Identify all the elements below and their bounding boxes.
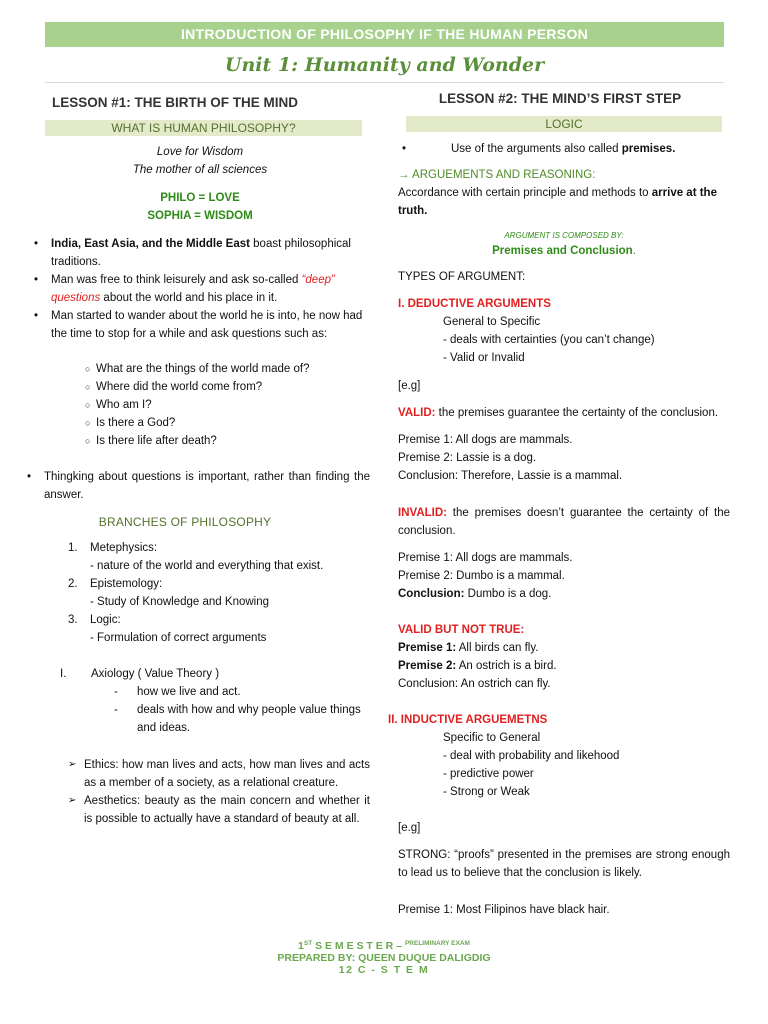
question-item: ○ Who am I? (85, 396, 370, 414)
question-item: ○ Is there life after death? (85, 432, 370, 450)
axiology-point (114, 701, 370, 737)
semester-number: 1 (298, 940, 304, 952)
bullet-traditions (30, 235, 370, 271)
lesson1-section-band: WHAT IS HUMAN PHILOSOPHY? (45, 120, 362, 136)
footer (0, 940, 768, 976)
inductive-point: Specific to General (443, 732, 541, 744)
axiology-number: I. (60, 668, 67, 680)
branch-number: 1. (68, 542, 78, 554)
deductive-point: - deals with certainties (you can’t change) (443, 334, 655, 346)
divider (45, 82, 724, 83)
right-column (388, 88, 730, 919)
branch-number: 3. (68, 614, 78, 626)
axiology-title: Axiology ( Value Theory ) (91, 668, 220, 680)
premise-text: An ostrich is a bird. (456, 660, 557, 672)
premises-conclusion (398, 242, 730, 260)
philo-equation: PHILO = LOVE (160, 192, 240, 204)
semester-word: S E M E S T E R – (312, 940, 405, 952)
arguments-desc (398, 184, 730, 220)
deep-q-red: “deep” questions (51, 274, 335, 304)
branch-name: Logic: (90, 614, 121, 626)
prepared-by: PREPARED BY: QUEEN DUQUE DALIGDIG (277, 952, 491, 964)
branch-desc: - nature of the world and everything that exist. (90, 560, 324, 572)
invalid-conclusion (398, 585, 730, 603)
premises-pre: Use of the arguments also called (451, 143, 622, 155)
question-item: ○ Is there a God? (85, 414, 370, 432)
branch-item (68, 539, 370, 575)
valid-definition (398, 404, 730, 422)
question-list (30, 360, 370, 450)
conclusion-text: Dumbo is a dog. (464, 588, 552, 600)
deductive-point: General to Specific (443, 316, 541, 328)
vnt-premise (398, 657, 730, 675)
invalid-premise: Premise 1: All dogs are mammals. (398, 552, 573, 564)
invalid-definition (398, 504, 730, 540)
ethics-item: ➢ Ethics: how man lives and acts, how man lives and acts as a member of a society, as a relational creature. (68, 756, 370, 792)
premise-text: All birds can fly. (456, 642, 539, 654)
inductive-point: - predictive power (443, 768, 534, 780)
example-label: [e.g] (398, 380, 421, 392)
branch-desc: - Formulation of correct arguments (90, 632, 267, 644)
deductive-heading: I. DEDUCTIVE ARGUMENTS (398, 298, 551, 310)
premises-conclusion-text: Premises and Conclusion (492, 245, 633, 257)
semester-line (0, 940, 768, 952)
inductive-points (398, 729, 730, 801)
valid-premise: Premise 1: All dogs are mammals. (398, 434, 573, 446)
axiology-point-text: deals with how and why people value things and ideas. (137, 704, 361, 734)
branch-name: Epistemology: (90, 578, 163, 590)
branch-desc: - Study of Knowledge and Knowing (90, 596, 270, 608)
dash-mark: - (114, 704, 118, 716)
premise-label: Premise 1: (398, 642, 457, 654)
traditions-text: boast philosophical traditions. (51, 238, 351, 268)
document-banner: INTRODUCTION OF PHILOSOPHY IF THE HUMAN PERSON (45, 22, 724, 47)
definition-1: Love for Wisdom (156, 146, 244, 158)
bullet-deep-questions (30, 271, 370, 307)
exam-label: PRELIMINARY EXAM (404, 940, 470, 947)
bullet-thinking: • Thingking about questions is important, rather than finding the answer. (23, 468, 370, 504)
invalid-desc: the premises doesn’t guarantee the certainty of the conclusion. (398, 507, 730, 537)
inductive-point: - Strong or Weak (443, 786, 530, 798)
valid-premise: Premise 2: Lassie is a dog. (398, 452, 537, 464)
arg-desc-pre: Accordance with certain principle and methods to (398, 187, 652, 199)
axiology-point (114, 683, 370, 701)
premises-bold: premises. (621, 143, 676, 155)
strong-definition: STRONG: “proofs” presented in the premises are strong enough to lead us to believe that the conclusion is likely. (398, 849, 730, 879)
question-item: ○ What are the things of the world made of? (85, 360, 370, 378)
branch-number: 2. (68, 578, 78, 590)
vnt-premise (398, 639, 730, 657)
types-heading: TYPES OF ARGUMENT: (398, 271, 526, 283)
deductive-point: - Valid or Invalid (443, 352, 525, 364)
branches-list (30, 539, 370, 647)
axiology-point-text: how we live and act. (137, 686, 241, 698)
branch-name: Metephysics: (90, 542, 158, 554)
inductive-heading: II. INDUCTIVE ARGUEMETNS (388, 714, 548, 726)
regions-text: India, East Asia, and the Middle East (51, 238, 250, 250)
strong-premise: Premise 1: Most Filipinos have black hair. (398, 904, 610, 916)
lesson2-title: LESSON #2: THE MIND’S FIRST STEP (438, 91, 682, 106)
semester-suffix: ST (303, 940, 313, 947)
value-branches (30, 756, 370, 828)
example-label: [e.g] (398, 822, 421, 834)
bullet-wander: • Man started to wander about the world he is into, he now had the time to stop for a while and ask questions such as: (30, 307, 370, 343)
composed-by-label: ARGUMENT IS COMPOSED BY: (504, 231, 624, 240)
axiology-item (60, 665, 370, 737)
sophia-equation: SOPHIA = WISDOM (147, 210, 253, 222)
question-item: ○ Where did the world come from? (85, 378, 370, 396)
lesson2-section-band: LOGIC (406, 116, 722, 132)
branch-item (68, 575, 370, 611)
lesson1-title: LESSON #1: THE BIRTH OF THE MIND (51, 95, 298, 110)
valid-desc: the premises guarantee the certainty of the conclusion. (435, 407, 719, 419)
period: . (632, 245, 636, 257)
bullet-premises (398, 140, 730, 158)
invalid-premise: Premise 2: Dumbo is a mammal. (398, 570, 565, 582)
invalid-label: INVALID: (398, 507, 447, 519)
valid-label: VALID: (398, 407, 436, 419)
deductive-points (398, 313, 730, 367)
aesthetics-item: ➢ Aesthetics: beauty as the main concern and whether it is possible to actually have a standard of beauty at all. (68, 792, 370, 828)
unit-title: Unit 1: Humanity and Wonder (224, 54, 545, 76)
vnt-conclusion: Conclusion: An ostrich can fly. (398, 678, 551, 690)
left-column (30, 88, 370, 828)
conclusion-label: Conclusion: (398, 588, 465, 600)
deep-q-post: about the world and his place in it. (100, 292, 278, 304)
valid-not-true-heading: VALID BUT NOT TRUE: (398, 624, 525, 636)
branches-heading: BRANCHES OF PHILOSOPHY (98, 515, 272, 529)
premise-label: Premise 2: (398, 660, 457, 672)
inductive-point: - deal with probability and likehood (443, 750, 620, 762)
arguments-heading: → ARGUEMENTS AND REASONING: (398, 169, 596, 181)
class-section: 12 C - S T E M (338, 964, 430, 976)
dash-mark: - (114, 686, 118, 698)
branch-item (68, 611, 370, 647)
arg-desc-bold: arrive at the truth. (398, 187, 717, 217)
deep-q-pre: Man was free to think leisurely and ask so-called (51, 274, 302, 286)
definition-2: The mother of all sciences (132, 164, 268, 176)
valid-conclusion: Conclusion: Therefore, Lassie is a mammal. (398, 470, 623, 482)
